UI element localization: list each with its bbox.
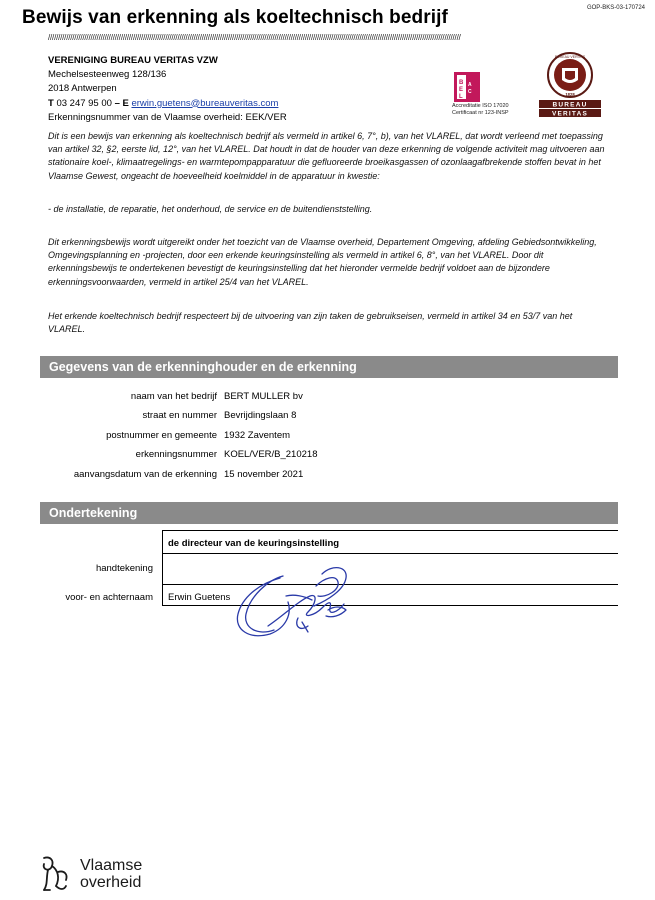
svg-text:VERITAS: VERITAS [551,110,589,118]
vlaamse-overheid-line2: overheid [80,874,142,891]
street-label: straat en nummer [142,410,217,421]
svg-text:C: C [468,89,472,95]
organisation-city: 2018 Antwerpen [48,83,117,95]
vlaamse-overheid-line1: Vlaamse [80,857,143,874]
activity-list-item: - de installatie, de reparatie, het onderhoud, de service en de buitendienststelling. [48,204,373,214]
postcode-label: postnummer en gemeente [106,430,217,441]
svg-text:1828: 1828 [565,92,575,97]
start-date-label: aanvangsdatum van de erkenning [73,469,217,480]
belac-certificate: Certificaat nr 123-INSP [452,110,509,116]
signature-table-left-border [162,530,163,606]
phone-number: 03 247 95 00 [56,97,112,109]
vlaamse-overheid-logo-text [80,857,142,891]
bureau-veritas-logo [537,50,603,118]
handwritten-signature [228,556,358,646]
organisation-contact [48,97,287,111]
svg-text:L: L [459,94,463,100]
organisation-block [48,54,287,125]
full-name-value: Erwin Guetens [168,592,231,603]
usage-requirements-paragraph: Het erkende koeltechnisch bedrijf respecteert bij de uitvoering van zijn taken de gebruikseisen, vermeld in artikel 34 en 53/7 van het VLAREL. [48,311,573,335]
registration-number-value: KOEL/VER/B_210218 [224,449,318,460]
signature-column-header: de directeur van de keuringsinstelling [168,538,340,549]
signature-table-top-border [162,530,618,531]
document-code: GOP-BKS-03-170724 [586,5,645,11]
registration-number: Erkenningsnummer van de Vlaamse overheid: EEK/VER [48,111,287,123]
svg-text:BUREAU VERITAS: BUREAU VERITAS [554,55,586,59]
registration-number-label: erkenningsnummer [135,449,217,460]
start-date-value: 15 november 2021 [224,469,304,480]
svg-text:BUREAU: BUREAU [552,101,588,109]
belac-caption [452,103,509,117]
section-heading-signature: Ondertekening [40,502,618,524]
organisation-name: VERENIGING BUREAU VERITAS VZW [48,55,218,66]
organisation-street: Mechelsesteenweg 128/136 [48,69,167,81]
company-name-label: naam van het bedrijf [130,391,217,402]
company-name-value: BERT MULLER bv [224,391,303,402]
svg-text:E: E [459,87,464,93]
svg-text:B: B [459,80,464,86]
page-title: Bewijs van erkenning als koeltechnisch bedrijf [22,7,448,28]
supervision-paragraph: Dit erkenningsbewijs wordt uitgereikt onder het toezicht van de Vlaamse overheid, Departement Omgeving, afdeling Gebiedsontwikkeling, Omgevingsplanning en -projecten, door een erkende keuringsinstelling als vermeld in artikel 6, 8°, van het VLAREL. Door dit erkenningsbewijs te ondertekenen bevestigt de keuringsinstelling dat het hieronder vermelde bedrijf voldoet aan de bijzondere erkenningsvoorwaarden, vermeld in artikel 25/4 van het VLAREL. [48,237,597,287]
signature-header-border [162,553,618,554]
email-prefix: – E [114,97,129,109]
separator-line: //////////////////////////////////////////////////////////////////////////////////////////////////////////////////////////////////////////////////////////////////////////////////////////////////////////// [48,33,461,42]
section-heading-holder-data: Gegevens van de erkenninghouder en de erkenning [40,356,618,378]
street-value: Bevrijdingslaan 8 [224,410,297,421]
belac-accreditation: Accreditatie ISO 17020 [452,103,509,109]
email-link[interactable]: erwin.guetens@bureauveritas.com [131,97,279,109]
vlaamse-overheid-lion-icon [38,852,74,894]
full-name-label: voor- en achternaam [65,592,153,603]
signature-label: handtekening [95,563,153,574]
postcode-value: 1932 Zaventem [224,430,291,441]
belac-logo [454,72,480,102]
phone-prefix: T [48,97,54,109]
svg-text:A: A [468,82,472,88]
intro-paragraph: Dit is een bewijs van erkenning als koeltechnisch bedrijf als vermeld in artikel 6, 7°, b), van het VLAREL, dat wordt verleend met toepassing van artikel 32, §2, eerste lid, 12°, van het VLAREL. Dat houdt in dat de houder van deze erkenning de volgende activiteit mag uitvoeren aan stationaire koel-, klimaatregelings- en warmtepompapparatuur die gefluoreerde broeikasgassen of ozonlaagafbrekende stoffen bevat in het Vlaamse Gewest, ongeacht de hoeveelheid koelmiddel in de apparatuur in kwestie: [48,131,605,181]
